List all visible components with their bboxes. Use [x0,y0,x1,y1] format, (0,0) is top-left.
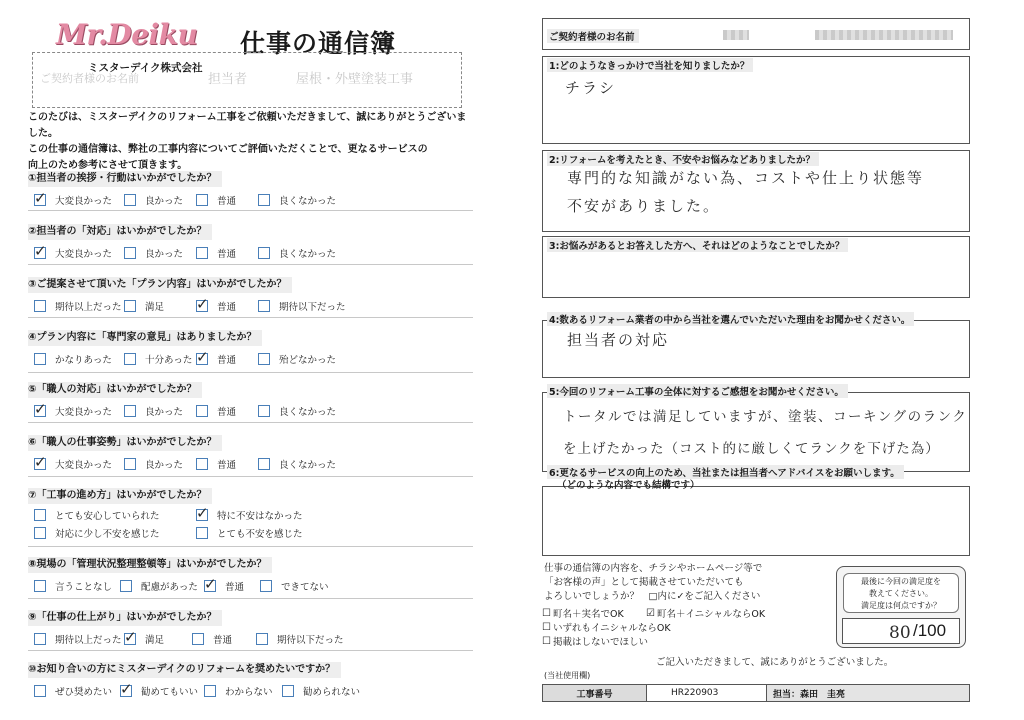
option-label: 満足 [145,302,165,313]
option-label: 勧められない [303,687,361,698]
option-label: 普通 [217,407,237,418]
option-label: 期待以下だった [279,302,346,313]
option[interactable] [124,299,164,313]
answer-box-6[interactable] [542,468,970,556]
checkbox[interactable]: ☐ [542,607,551,619]
option[interactable] [258,299,346,313]
handwritten-answer: トータルでは満足していますが、塗装、コーキングのランク [563,409,968,425]
office-use-table [542,684,970,702]
option[interactable] [34,246,112,260]
option[interactable] [258,193,336,207]
checkbox[interactable] [258,194,270,206]
work-number-label: 工事番号 [543,685,647,701]
option[interactable] [34,684,112,698]
checkbox[interactable] [260,580,272,592]
option-label: とても安心していられた [55,511,160,522]
checkbox-checked[interactable] [34,247,46,259]
option-label: 町名＋イニシャルならOK [656,609,766,620]
checkbox[interactable] [258,247,270,259]
question-label: ⑩お知り合いの方にミスターデイクのリフォームを奨めたいですか？ [28,662,341,678]
intro-line: このたびは、ミスターデイクのリフォーム工事をご依頼いただきまして、誠にありがとうございました。 [28,112,467,139]
checkbox[interactable] [258,353,270,365]
checkbox[interactable] [34,633,46,645]
divider [28,264,473,265]
option[interactable] [124,632,164,646]
checkbox[interactable] [196,194,208,206]
checkbox[interactable] [258,458,270,470]
checkbox[interactable] [34,527,46,539]
option-label: 良くなかった [279,249,337,260]
option[interactable] [282,684,360,698]
option[interactable] [124,352,192,366]
ghost-customer-label: ご契約者様のお名前 [40,72,139,85]
option[interactable] [256,632,344,646]
option-label: 期待以上だった [55,635,122,646]
option-label: 良かった [145,407,184,418]
checkbox-checked[interactable] [204,580,216,592]
checkbox[interactable] [124,458,136,470]
checkbox[interactable] [124,353,136,365]
option-label: 普通 [225,582,245,593]
thanks-text: ご記入いただきまして、誠にありがとうございました。 [656,657,894,668]
question-2 [28,219,478,264]
answer-box-4[interactable] [542,315,970,378]
checkbox-checked[interactable] [120,685,132,697]
option-label: 特に不安はなかった [217,511,303,522]
option[interactable] [124,193,183,207]
divider [28,210,473,211]
checkbox[interactable] [124,194,136,206]
checkbox[interactable] [196,458,208,470]
option-label: 良かった [145,196,184,207]
publish-option[interactable] [542,606,624,620]
divider [28,476,473,477]
question-1 [28,166,478,211]
option-label: 配慮があった [141,582,198,593]
handwritten-answer: 担当者の対応 [567,331,670,349]
checkbox[interactable] [282,685,294,697]
handwritten-answer: チラシ [565,79,617,97]
answer-box-3[interactable] [542,236,970,298]
answer-label: 3:お悩みがあるとお答えした方へ、それはどのようなことでしたか？ [547,238,848,252]
option-label: 期待以上だった [55,302,122,313]
checkbox-checked[interactable] [124,633,136,645]
option[interactable] [204,579,244,593]
question-3 [28,272,478,317]
survey-left-page [28,14,478,714]
checkbox[interactable] [124,300,136,312]
option[interactable] [196,508,303,522]
satisfaction-score: 80 [889,623,911,643]
question-label: ⑧現場の「管理状況整理整頓等」はいかがでしたか？ [28,557,272,573]
checkbox[interactable] [256,633,268,645]
option[interactable] [34,508,160,522]
answer-label: 6:更なるサービスの向上のため、当社または担当者へアドバイスをお願いします。 [547,465,904,479]
question-label: ⑦「工事の進め方」はいかがでしたか？ [28,488,212,504]
checkbox[interactable] [34,509,46,521]
redacted-name [815,30,953,40]
office-use-label: (当社使用欄) [544,671,591,680]
option[interactable] [192,632,232,646]
option-label: 良くなかった [279,196,337,207]
handwritten-answer: を上げたかった（コスト的に厳しくてランクを下げた為） [563,441,940,457]
question-label: ④プラン内容に「専門家の意見」はありましたか？ [28,330,262,346]
option-label: 普通 [213,635,233,646]
option-label: 良かった [145,460,184,471]
checkbox[interactable] [124,405,136,417]
option[interactable] [196,526,303,540]
option-label: 普通 [217,302,237,313]
handwritten-answer: 不安がありました。 [567,197,721,215]
checkbox-checked[interactable] [196,300,208,312]
staff-name: 担当：森田 圭亮 [767,685,969,701]
option-label: 満足 [145,635,165,646]
satisfaction-max: /100 [913,621,947,640]
prompt-line: 教えてください。 [869,589,933,598]
checkbox[interactable] [120,580,132,592]
option[interactable] [258,246,336,260]
question-label: ⑤「職人の対応」はいかがでしたか？ [28,382,202,398]
answer-label: （どのような内容でも結構です） [557,480,700,491]
option-label: 普通 [217,355,237,366]
question-9 [28,605,478,650]
option-label: ぜひ奨めたい [55,687,113,698]
checkbox-checked[interactable] [196,509,208,521]
publish-option[interactable] [646,606,765,620]
option-label: 普通 [217,460,237,471]
answer-box-2[interactable] [542,150,970,232]
checkbox[interactable] [258,300,270,312]
publish-text: 「お客様の声」として掲載させていただいても [544,577,744,588]
checkbox[interactable]: ☐ [542,635,551,647]
option-label: 対応に少し不安を感じた [55,529,160,540]
option[interactable] [204,684,273,698]
option-label: 普通 [217,196,237,207]
option-label: わからない [225,687,273,698]
checkbox-checked[interactable] [34,405,46,417]
intro-line: この仕事の通信簿は、弊社の工事内容についてご評価いただくことで、更なるサービスの [28,144,428,155]
option[interactable] [196,193,236,207]
ghost-work-label: 屋根・外壁塗装工事 [296,72,414,87]
option-label: 良かった [145,249,184,260]
divider [28,650,473,651]
divider [28,372,473,373]
option-label: 普通 [217,249,237,260]
option-label: 言うことなし [55,582,113,593]
option[interactable] [34,352,112,366]
checkbox[interactable] [204,685,216,697]
publish-option[interactable] [542,634,648,648]
option[interactable] [196,457,236,471]
checkbox-checked[interactable] [34,194,46,206]
option[interactable] [258,404,336,418]
checkbox-checked[interactable] [34,458,46,470]
checkbox[interactable] [124,247,136,259]
option[interactable] [34,457,112,471]
answer-label: 5:今回のリフォーム工事の全体に対するご感想をお聞かせください。 [547,384,848,398]
question-6 [28,430,478,475]
redacted-name [723,30,749,40]
checkbox[interactable] [34,685,46,697]
checkbox[interactable] [196,527,208,539]
question-label: ①担当者の挨拶・行動はいかがでしたか？ [28,171,222,187]
checkbox-checked[interactable] [196,353,208,365]
option-label: 良くなかった [279,407,337,418]
customer-name-label: ご契約者様のお名前 [547,29,639,43]
option[interactable] [124,404,183,418]
company-name: ミスターデイク株式会社 [88,62,203,74]
option-label: 掲載はしないでほしい [552,637,648,648]
survey-right-page [540,16,972,706]
option[interactable] [196,246,236,260]
checkbox[interactable]: ☐ [542,621,551,633]
option-label: できてない [281,582,329,593]
option[interactable] [34,579,112,593]
option[interactable] [260,579,329,593]
option-label: いずれもイニシャルならOK [552,623,671,634]
option[interactable] [258,457,336,471]
option-label: 十分あった [145,355,193,366]
question-label: ⑨「仕事の仕上がり」はいかがでしたか？ [28,610,222,626]
satisfaction-prompt [843,573,959,613]
question-8 [28,552,478,597]
checkbox[interactable] [34,300,46,312]
question-10 [28,657,478,702]
question-label: ②担当者の「対応」はいかがでしたか？ [28,224,212,240]
option-label: 殆どなかった [279,355,337,366]
divider [28,422,473,423]
option-label: とても不安を感じた [217,529,303,540]
option[interactable] [34,526,160,540]
option[interactable] [258,352,336,366]
publish-text: 仕事の通信簿の内容を、チラシやホームページ等で [544,563,763,574]
satisfaction-score-box[interactable] [842,618,960,644]
option-label: かなりあった [55,355,112,366]
option[interactable] [120,684,198,698]
option[interactable] [34,299,122,313]
option-label: 大変良かった [55,196,113,207]
checkbox[interactable] [196,247,208,259]
divider [28,598,473,599]
answer-box-1[interactable] [542,56,970,144]
option[interactable] [196,404,236,418]
checkbox[interactable] [196,405,208,417]
answer-box-5[interactable] [542,387,970,472]
option-label: 良くなかった [279,460,337,471]
customer-name-box[interactable] [542,18,970,50]
answer-label: 4:数あるリフォーム業者の中から当社を選んでいただいた理由をお聞かせください。 [547,312,914,326]
question-label: ⑥「職人の仕事姿勢」はいかがでしたか？ [28,435,222,451]
work-number-value: HR220903 [647,685,767,701]
survey-header [28,14,478,87]
checkbox-checked[interactable]: ☑ [646,607,655,619]
page-title: 仕事の通信簿 [240,29,397,58]
option-label: 大変良かった [55,460,113,471]
prompt-line: 最後に今回の満足度を [861,577,941,586]
option-label: 大変良かった [55,249,113,260]
answer-label: 2:リフォームを考えたとき、不安やお悩みなどありましたか？ [547,152,819,166]
prompt-line: 満足度は何点ですか？ [861,601,941,610]
option-label: 勧めてもいい [141,687,199,698]
intro-line: 向上のため参考にさせて頂きます。 [28,160,188,171]
publish-text: よろしいでしょうか？ □内に✓をご記入ください [544,591,761,602]
option[interactable] [196,299,236,313]
option[interactable] [120,579,198,593]
ghost-staff-label: 担当者 [208,72,248,87]
question-4 [28,325,478,370]
option[interactable] [124,457,183,471]
company-logo: Mr.Deiku [56,18,198,51]
intro-text [28,110,468,174]
divider [28,317,473,318]
checkbox[interactable] [258,405,270,417]
handwritten-answer: 専門的な知識がない為、コストや仕上り状態等 [567,169,925,187]
option-label: 町名＋実名でOK [552,609,624,620]
option[interactable] [34,193,112,207]
answer-label: 1:どのようなきっかけで当社を知りましたか？ [547,58,753,72]
option[interactable] [196,352,236,366]
option[interactable] [124,246,183,260]
option[interactable] [34,404,112,418]
option-label: 大変良かった [55,407,113,418]
option-label: 期待以下だった [277,635,344,646]
question-5 [28,377,478,422]
checkbox[interactable] [192,633,204,645]
question-label: ③ご提案させて頂いた「プラン内容」はいかがでしたか？ [28,277,292,293]
option[interactable] [34,632,122,646]
checkbox[interactable] [34,353,46,365]
publish-option[interactable] [542,620,671,634]
divider [28,546,473,547]
question-7 [28,483,478,544]
checkbox[interactable] [34,580,46,592]
